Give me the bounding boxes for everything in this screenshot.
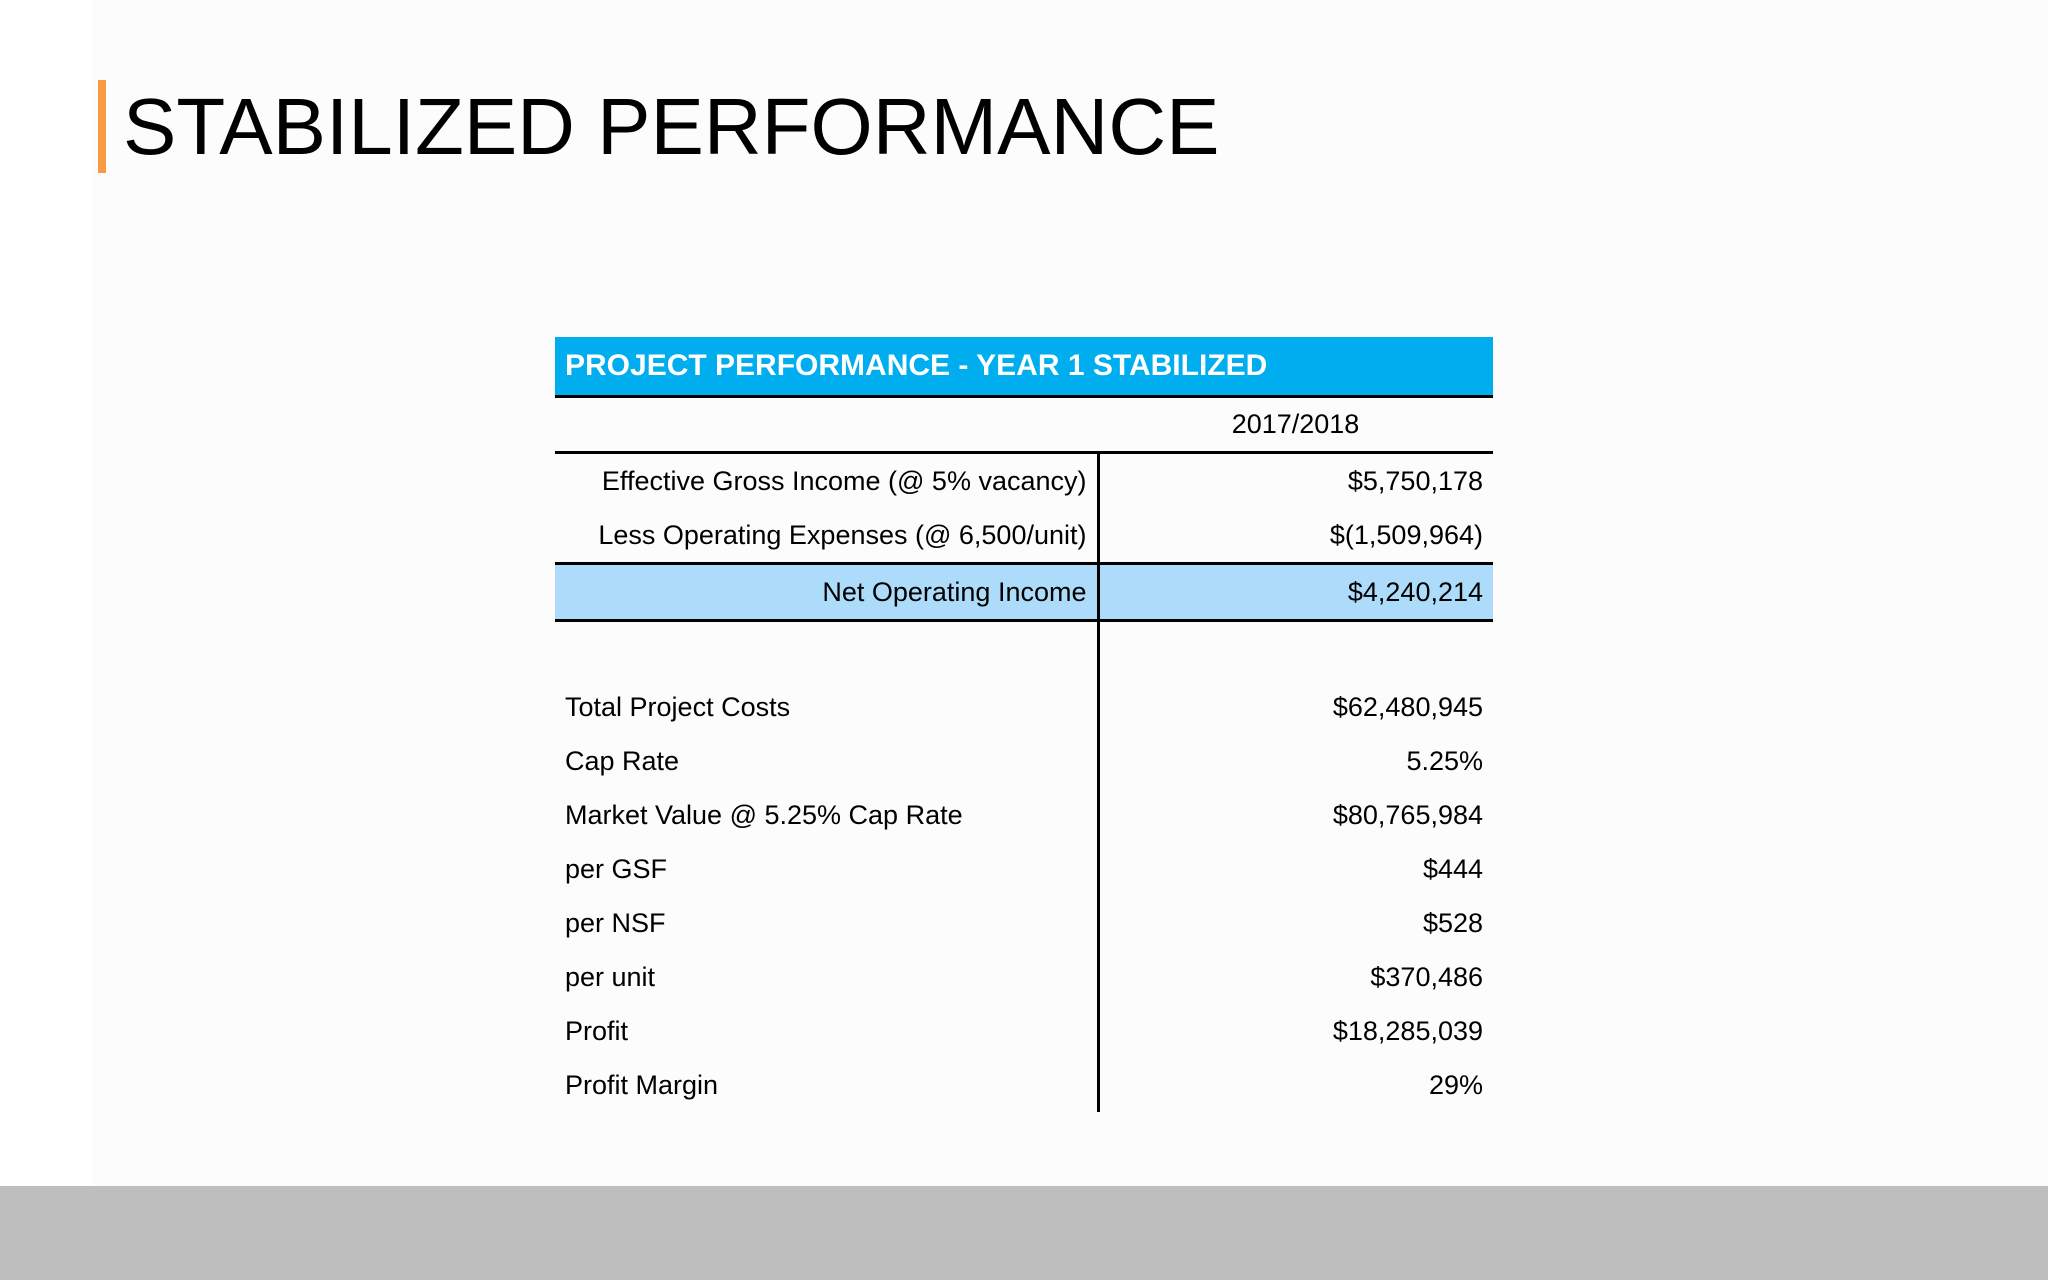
row-value: $5,750,178 [1098,453,1493,509]
table-row [555,453,1493,509]
noi-label: Net Operating Income [555,564,1098,621]
table-header: PROJECT PERFORMANCE - YEAR 1 STABILIZED [555,337,1493,397]
table-row [555,1004,1493,1058]
row-value: $(1,509,964) [1098,508,1493,564]
metric-value: $18,285,039 [1098,1004,1493,1058]
table-row [555,950,1493,1004]
table-row [555,508,1493,564]
footer-bar [0,1186,2048,1280]
metric-value: 29% [1098,1058,1493,1112]
metric-label: Market Value @ 5.25% Cap Rate [565,799,963,830]
metric-value: $80,765,984 [1098,788,1493,842]
metric-value: $444 [1098,842,1493,896]
project-performance-table [555,337,1493,1112]
metric-value: $62,480,945 [1098,680,1493,734]
metric-label: Profit Margin [565,1069,719,1100]
table-row [555,680,1493,734]
year-row-label-cell [555,397,1098,453]
metric-value: $528 [1098,896,1493,950]
metric-value: 5.25% [1098,734,1493,788]
metric-label: per GSF [565,853,668,884]
noi-row [555,564,1493,621]
metric-value: $370,486 [1098,950,1493,1004]
metric-label: Total Project Costs [565,691,791,722]
table-row [555,842,1493,896]
spacer-cell [555,621,1098,681]
table-row [555,734,1493,788]
spacer-cell [1098,621,1493,681]
metric-label: Cap Rate [565,745,680,776]
metric-label: per unit [565,961,656,992]
metric-label: per NSF [565,907,666,938]
metric-label: Profit [565,1015,629,1046]
year-row [555,397,1493,453]
spacer-row [555,621,1493,681]
table-row [555,896,1493,950]
table-header-row [555,337,1493,397]
row-label: Effective Gross Income (@ 5% vacancy) [601,465,1087,496]
slide-title: STABILIZED PERFORMANCE [123,82,1220,171]
column-year: 2017/2018 [1098,397,1493,453]
table-row [555,788,1493,842]
noi-value: $4,240,214 [1098,564,1493,621]
title-accent-bar [98,80,106,173]
row-label: Less Operating Expenses (@ 6,500/unit) [598,519,1087,550]
table-row [555,1058,1493,1112]
